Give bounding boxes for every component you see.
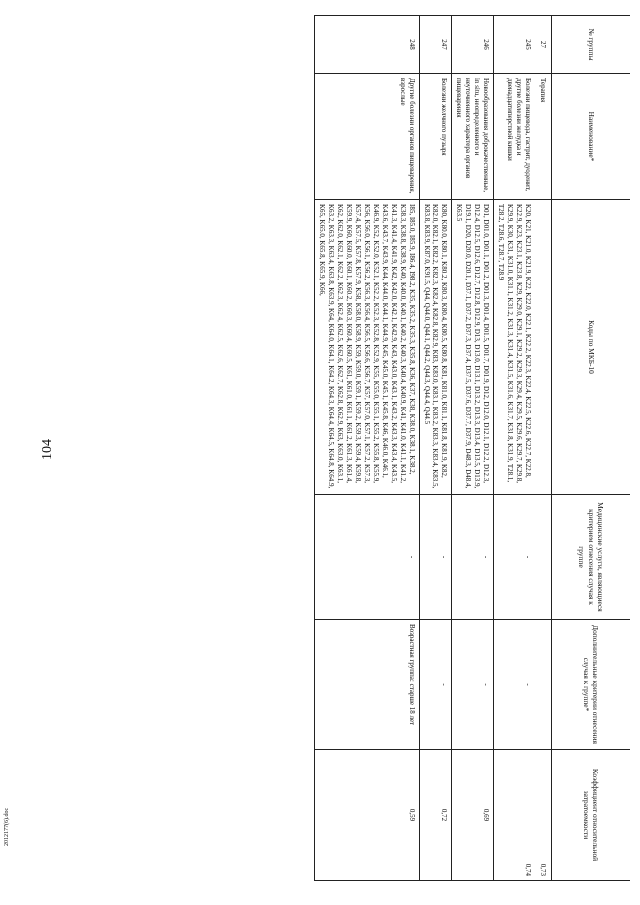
coefficient: 0,69 (452, 750, 494, 881)
additional-criteria: - (452, 620, 494, 750)
icd-codes: K80, K80.0, K80.1, K80.2, K80.3, K80.4, K80.5, K80.8, K81, K81.0, K81.1, K81.8, K81.9, K82, K82.0, K82.1, K82.2, K82.3, K82.4, K82.8, K82.9, K83, K83.0, K83.1, K83.2, K83.3, K83.4, K83.5, K83.8, K83.9, K87.0, K91.5, Q44, Q44.0, Q44.1, Q44.2, Q44.3, Q44.4, Q44.5 (419, 200, 452, 495)
table-row (315, 16, 419, 881)
icd-codes: D01, D01.0, D01.1, D01.2, D01.3, D01.4, D01.5, D01.7, D01.9, D12, D12.0, D12.1, D12.2, D12.3, D12.4, D12.5, D12.6, D12.7, D12.8, D12.9, D13, D13.0, D13.1, D13.2, D13.3, D13.4, D13.5, D13.9, D19.1, D20, D20.0, D20.1, D37.1, D37.2, D37.3, D37.4, D37.5, D37.6, D37.7, D37.9, D48.3, D48.4, K63.5 (452, 200, 494, 495)
coefficient: 0,72 (419, 750, 452, 881)
coefficient: 0,74 (494, 750, 535, 881)
additional-criteria: Возрастная группа: старше 18 лет (315, 620, 419, 750)
header-additional-criteria: Дополнительные критерии отнесения случая к группе* (552, 620, 631, 750)
icd-codes: K20, K21, K21.0, K21.9, K22, K22.0, K22.1, K22.2, K22.3, K22.4, K22.5, K22.6, K22.7, K22.8, K22.9, K23, K23.1, K23.8, K29, K29.0, K29.1, K29.2, K29.3, K29.4, K29.5, K29.6, K29.7, K29.8, K29.9, K30, K31, K31.0, K31.1, K31.2, K31.3, K31.4, K31.5, K31.6, K31.7, K31.8, K31.9, T28.1, T28.2, T28.6, T28.7, T28.9 (494, 200, 535, 495)
table-row (419, 16, 452, 881)
group-number: 247 (419, 16, 452, 74)
group-name: Новообразования доброкачественные, in situ, неопределенного и неуточненного характера органов пищеварения (452, 74, 494, 200)
group-number: 245 (494, 16, 535, 74)
medical-services: - (494, 495, 535, 620)
ksg-groups-table (314, 15, 630, 881)
header-group-number: № группы (552, 16, 631, 74)
group-number: 246 (452, 16, 494, 74)
section-number: 27 (535, 16, 551, 74)
rotated-table-sheet (130, 15, 630, 880)
group-name: Болезни желчного пузыря (419, 74, 452, 200)
medical-services: - (315, 495, 419, 620)
section-coefficient: 0,73 (535, 750, 551, 881)
table-row (494, 16, 535, 881)
additional-criteria: - (494, 620, 535, 750)
section-row (535, 16, 551, 881)
header-icd-codes: Коды по МКБ-10 (552, 200, 631, 495)
header-medical-services: Медицинские услуги, являющиеся критерием отнесения случая к группе (552, 495, 631, 620)
header-coefficient: Коэффициент относительной затратоемкости (552, 750, 631, 881)
page-number: 104 (40, 439, 55, 460)
table-row (452, 16, 494, 881)
medical-services: - (419, 495, 452, 620)
header-name: Наименование* (552, 74, 631, 200)
group-name: Другие болезни органов пищеварения, взрослые (315, 74, 419, 200)
section-title: Терапия (535, 74, 551, 200)
medical-services: - (452, 495, 494, 620)
icd-codes: I85, I85.0, I85.9, I86.4, I98.2, K35, K35.2, K35.3, K35.8, K36, K37, K38, K38.0, K38.1, K38.2, K38.3, K38.8, K38.9, K40, K40.0, K40.1, K40.2, K40.3, K40.4, K40.9, K41, K41.0, K41.1, K41.2, K41.3, K41.4, K41.9, K42, K42.0, K42.1, K42.9, K43, K43.0, K43.1, K43.2, K43.3, K43.4, K43.5, K43.6, K43.7, K43.9, K44, K44.0, K44.1, K44.9, K45, K45.0, K45.1, K45.8, K46, K46.0, K46.1, K46.9, K52, K52.0, K52.1, K52.2, K52.3, K52.8, K52.9, K55, K55.0, K55.1, K55.2, K55.8, K55.9, K56, K56.0, K56.1, K56.2, K56.3, K56.4, K56.5, K56.6, K56.7, K57, K57.0, K57.1, K57.2, K57.3, K57.4, K57.5, K57.8, K57.9, K58, K58.0, K58.9, K59, K59.0, K59.1, K59.2, K59.3, K59.4, K59.8, K59.9, K60, K60.0, K60.1, K60.2, K60.3, K60.4, K60.5, K61, K61.0, K61.1, K61.2, K61.3, K61.4, K62, K62.0, K62.1, K62.2, K62.3, K62.4, K62.5, K62.6, K62.7, K62.8, K62.9, K63, K63.0, K63.1, K63.2, K63.3, K63.4, K63.8, K63.9, K64, K64.0, K64.1, K64.2, K64.3, K64.4, K64.5, K64.8, K64.9, K65, K65.0, K65.8, K65.9, K66, (315, 200, 419, 495)
group-number: 248 (315, 16, 419, 74)
additional-criteria: - (419, 620, 452, 750)
table-header-row (552, 16, 631, 881)
group-name: Болезни пищевода, гастрит, дуоденит, другие болезни желудка и двенадцатиперстной кишки (494, 74, 535, 200)
coefficient: 0,59 (315, 750, 419, 881)
footer-document-code: 2012177(6).doc (4, 807, 10, 846)
